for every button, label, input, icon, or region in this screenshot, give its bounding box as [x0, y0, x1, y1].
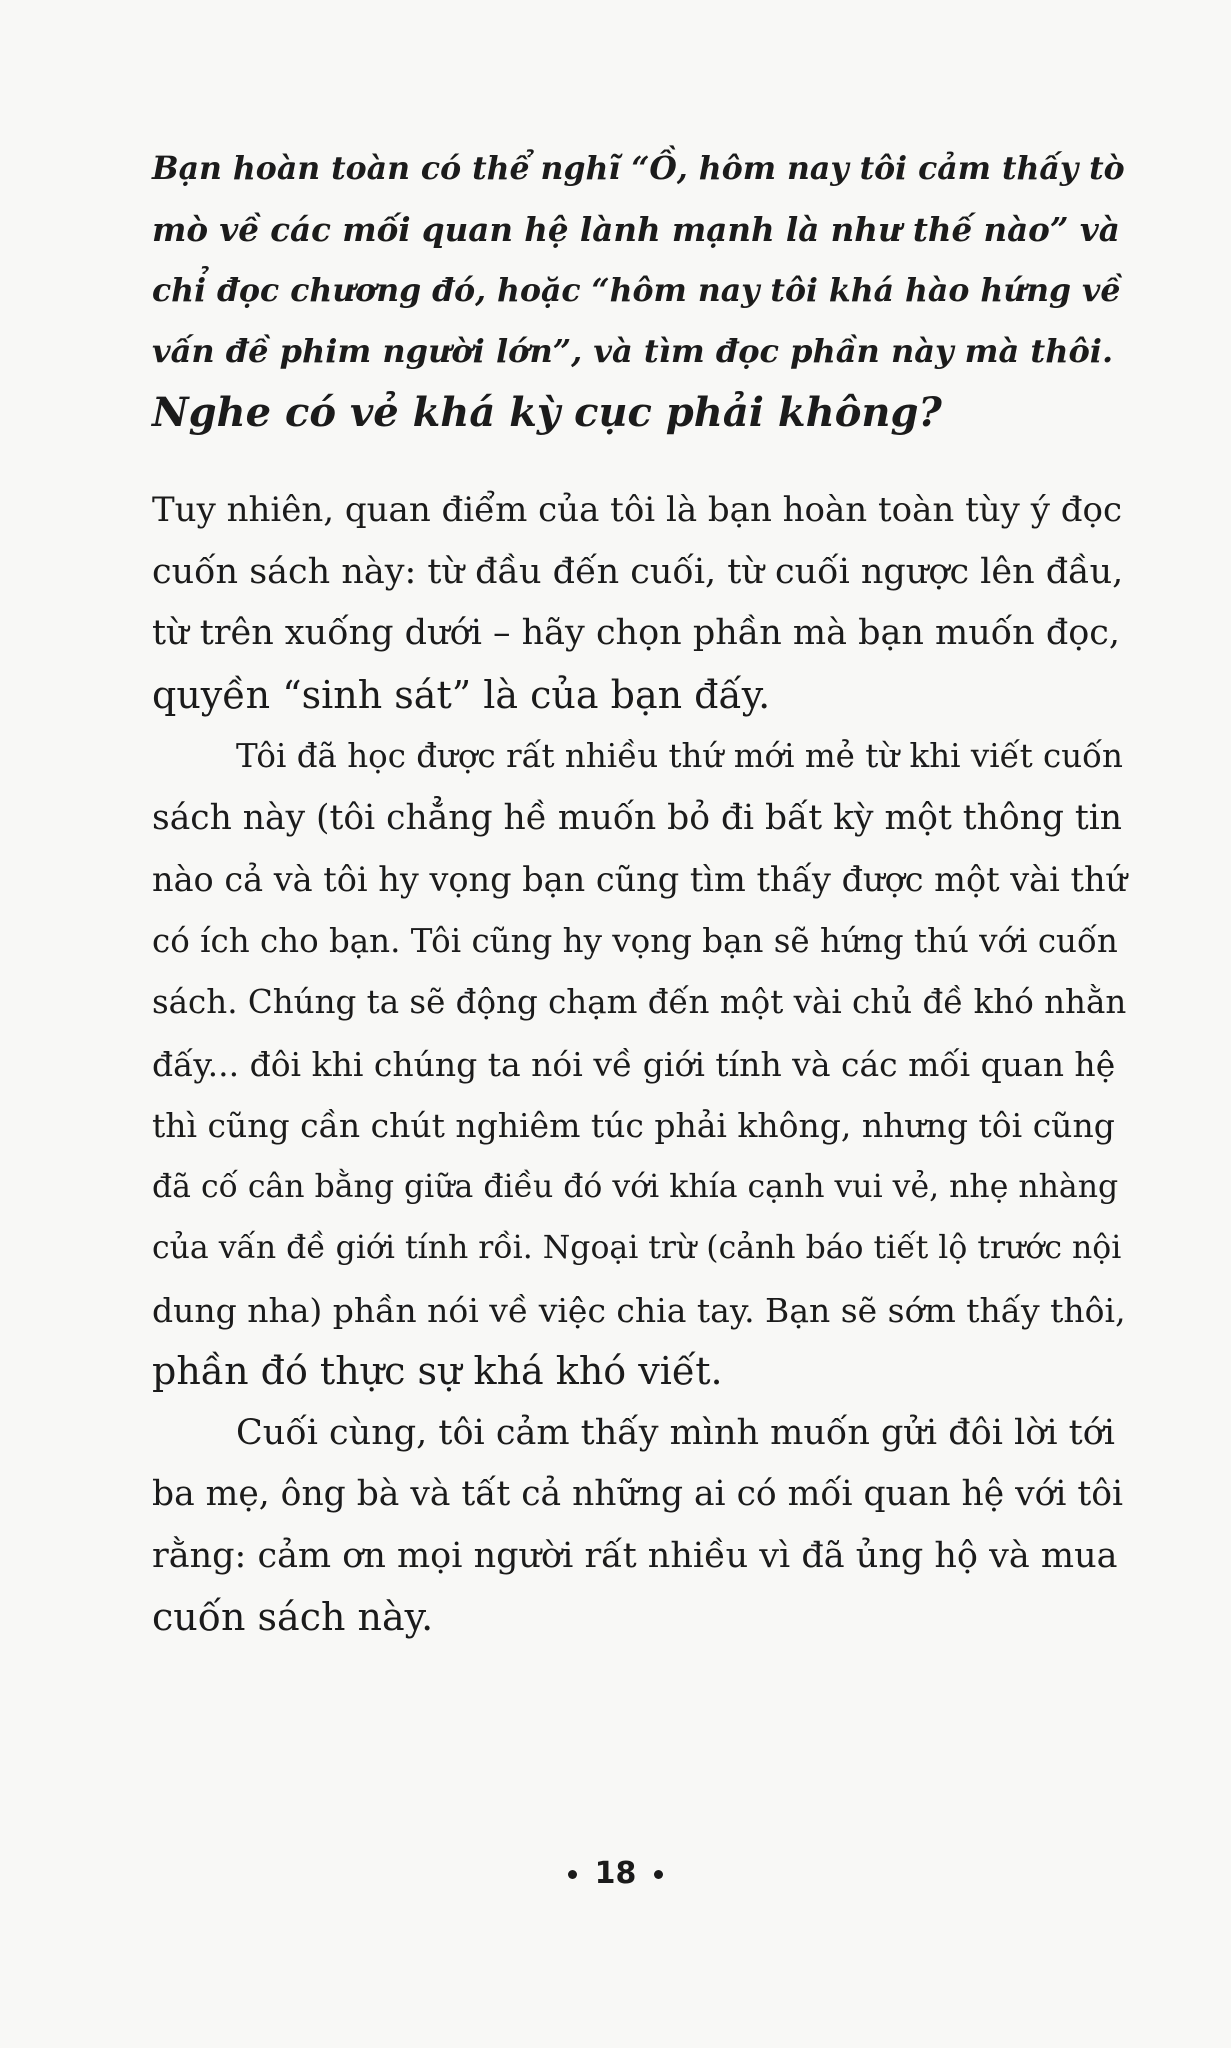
text-line: đã cố cân bằng giữa điều đó với khía cạnh vui vẻ, nhẹ nhàng — [152, 1168, 1119, 1205]
text-line: phần đó thực sự khá khó viết. — [152, 1349, 723, 1393]
text-line: từ trên xuống dưới – hãy chọn phần mà bạn muốn đọc, — [152, 613, 1121, 653]
paragraph-1 — [152, 480, 1127, 726]
bullet-dot-icon — [568, 1870, 577, 1879]
text-line: cuốn sách này: từ đầu đến cuối, từ cuối ngược lên đầu, — [152, 551, 1124, 592]
text-line: vấn đề phim người lớn”, và tìm đọc phần này mà thôi. — [152, 332, 1114, 370]
text-line: cuốn sách này. — [152, 1595, 434, 1639]
text-line: ba mẹ, ông bà và tất cả những ai có mối quan hệ với tôi — [152, 1474, 1124, 1514]
intro-italic-paragraph — [152, 138, 1127, 443]
text-line: dung nha) phần nói về việc chia tay. Bạn sẽ sớm thấy thôi, — [152, 1290, 1126, 1330]
text-line: chỉ đọc chương đó, hoặc “hôm nay tôi khá hào hứng về — [152, 272, 1121, 309]
text-line: sách. Chúng ta sẽ động chạm đến một vài chủ đề khó nhằn — [152, 983, 1127, 1021]
text-line: đấy... đôi khi chúng ta nói về giới tính và các mối quan hệ — [152, 1044, 1116, 1084]
text-line: có ích cho bạn. Tôi cũng hy vọng bạn sẽ hứng thú với cuốn — [152, 921, 1118, 960]
body-text — [152, 480, 1127, 1649]
text-line: sách này (tôi chẳng hề muốn bỏ đi bất kỳ một thông tin — [152, 797, 1123, 838]
text-line: rằng: cảm ơn mọi người rất nhiều vì đã ủng hộ và mua — [152, 1535, 1118, 1576]
text-line: nào cả và tôi hy vọng bạn cũng tìm thấy được một vài thứ — [152, 860, 1128, 899]
page-number — [0, 1856, 1231, 1891]
text-line: thì cũng cần chút nghiêm túc phải không, nhưng tôi cũng — [152, 1106, 1115, 1145]
text-line: Tuy nhiên, quan điểm của tôi là bạn hoàn toàn tùy ý đọc — [152, 490, 1122, 530]
bullet-dot-icon — [654, 1870, 663, 1879]
text-line: Bạn hoàn toàn có thể nghĩ “Ồ, hôm nay tôi cảm thấy tò — [152, 150, 1125, 187]
text-line: mò về các mối quan hệ lành mạnh là như thế nào” và — [152, 210, 1120, 249]
text-line: Nghe có vẻ khá kỳ cục phải không? — [152, 389, 942, 436]
text-line: của vấn đề giới tính rồi. Ngoại trừ (cảnh báo tiết lộ trước nội — [152, 1230, 1122, 1266]
paragraph-2 — [152, 726, 1127, 1403]
page-number-text: 18 — [594, 1856, 637, 1891]
text-line: Tôi đã học được rất nhiều thứ mới mẻ từ khi viết cuốn — [236, 737, 1123, 775]
text-line: quyền “sinh sát” là của bạn đấy. — [152, 672, 771, 717]
paragraph-3 — [152, 1403, 1127, 1649]
text-line: Cuối cùng, tôi cảm thấy mình muốn gửi đôi lời tới — [236, 1412, 1115, 1453]
